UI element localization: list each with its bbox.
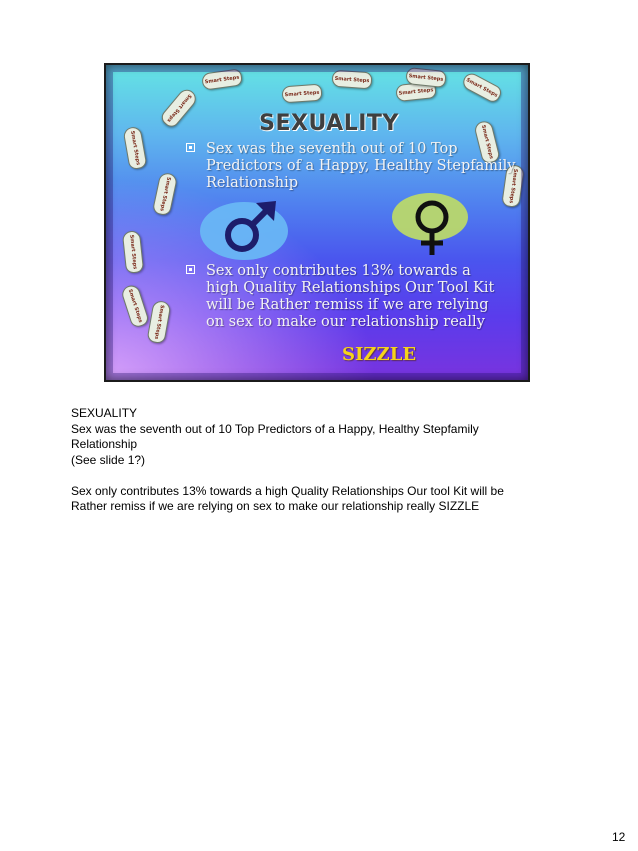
footprint-icon: Smart Steps: [331, 70, 372, 90]
notes-line: Relationship: [71, 437, 138, 451]
footprint-icon: Smart Steps: [473, 119, 501, 164]
slide-title: SEXUALITY: [259, 111, 399, 136]
female-symbol-icon: [390, 189, 480, 269]
notes-line: Sex only contributes 13% towards a high Quality Relationships Our tool Kit will be: [71, 483, 504, 498]
notes-line: Sex was the seventh out of 10 Top Predictors of a Happy, Healthy Stepfamily: [71, 421, 479, 436]
footprint-icon: Smart Steps: [120, 283, 150, 329]
footprint-icon: Smart Steps: [152, 172, 178, 217]
slide-image: [104, 63, 530, 382]
notes-line: SEXUALITY: [71, 406, 138, 420]
slide-notes: [71, 406, 571, 515]
notes-spacer: [71, 468, 571, 484]
male-symbol-icon: [198, 195, 298, 265]
notes-line: (See slide 1?): [71, 452, 146, 467]
slide-bullet-1: Sex was the seventh out of 10 Top Predictors of a Happy, Healthy Stepfamily Relationship: [206, 141, 516, 192]
bullet-box-icon: [186, 143, 195, 152]
footprint-icon: Smart Steps: [395, 81, 437, 102]
footprint-icon: Smart Steps: [159, 86, 200, 130]
sizzle-emphasis: SIZZLE: [342, 344, 417, 365]
notes-line: Rather remiss if we are relying on sex to make our relationship really SIZZLE: [71, 499, 480, 513]
footprint-icon: Smart Steps: [460, 71, 503, 105]
footprint-icon: Smart Steps: [501, 164, 525, 208]
footprint-icon: Smart Steps: [146, 300, 171, 344]
footprint-icon: Smart Steps: [201, 68, 243, 90]
slide-bullet-2: Sex only contributes 13% towards a high Quality Relationships Our Tool Kit will be Rather remiss if we are relying on sex to make our relationship really: [206, 263, 506, 331]
bullet-box-icon: [186, 265, 195, 274]
footprint-icon: Smart Steps: [122, 230, 144, 274]
page-number: 12: [612, 830, 626, 844]
footprint-icon: Smart Steps: [405, 67, 447, 88]
footprint-icon: Smart Steps: [122, 126, 147, 170]
footprint-icon: Smart Steps: [281, 84, 322, 104]
